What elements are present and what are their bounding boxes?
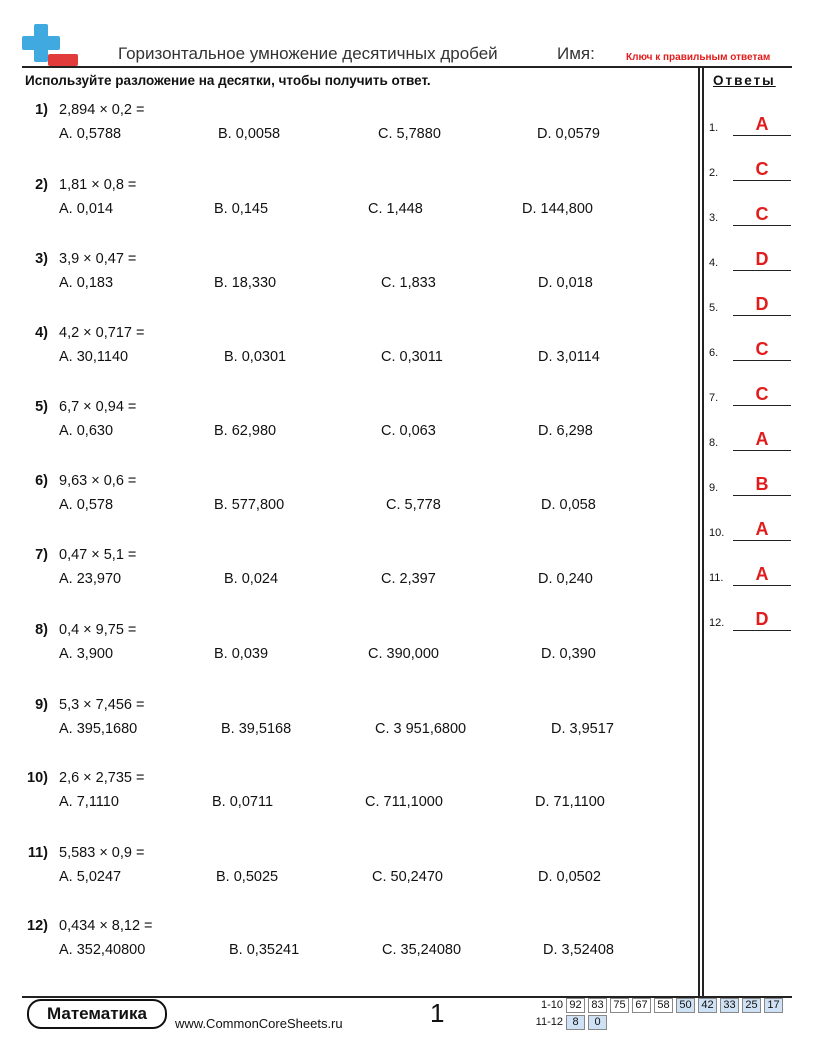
- answer-option[interactable]: A. 23,970: [59, 571, 122, 587]
- column-divider: [702, 66, 704, 998]
- question-text: 0,434 × 8,12 =: [59, 918, 153, 934]
- score-cell: 50: [676, 998, 695, 1013]
- question-number: 3): [35, 251, 48, 267]
- answer-letter: C: [755, 159, 769, 179]
- question-text: 9,63 × 0,6 =: [59, 473, 137, 489]
- question-number: 9): [35, 697, 48, 713]
- answer-option[interactable]: A. 395,1680: [59, 721, 138, 737]
- answer-option[interactable]: B. 0,039: [214, 646, 269, 662]
- answer-option[interactable]: A. 0,578: [59, 497, 114, 513]
- answer-option[interactable]: B. 0,024: [224, 571, 279, 587]
- answer-option[interactable]: D. 71,1100: [535, 794, 605, 810]
- question-text: 6,7 × 0,94 =: [59, 399, 137, 415]
- answer-option[interactable]: B. 0,0301: [224, 349, 287, 365]
- answer-option[interactable]: D. 0,240: [538, 571, 593, 587]
- question-number: 2): [35, 177, 48, 193]
- answer-number: 9.: [709, 482, 719, 494]
- answer-option[interactable]: D. 3,52408: [543, 942, 614, 958]
- question-number: 1): [35, 102, 48, 118]
- answer-option[interactable]: A. 7,1110: [59, 794, 119, 810]
- score-cell: 67: [632, 998, 651, 1013]
- answer-option[interactable]: B. 39,5168: [221, 721, 292, 737]
- question-text: 0,4 × 9,75 =: [59, 622, 137, 638]
- answer-row: [709, 251, 793, 271]
- answer-row: [709, 341, 793, 361]
- answer-blank[interactable]: [733, 495, 791, 496]
- answer-row: [709, 476, 793, 496]
- score-cell: 25: [742, 998, 761, 1013]
- answer-number: 10.: [709, 527, 725, 539]
- answer-row: [709, 386, 793, 406]
- answer-option[interactable]: D. 6,298: [538, 423, 593, 439]
- question-number: 7): [35, 547, 48, 563]
- answer-row: [709, 206, 793, 226]
- answer-option[interactable]: B. 0,35241: [229, 942, 300, 958]
- question-number: 8): [35, 622, 48, 638]
- answer-key-label: Ключ к правильным ответам: [626, 52, 771, 63]
- answer-option[interactable]: C. 1,448: [368, 201, 423, 217]
- question-number: 6): [35, 473, 48, 489]
- answer-number: 2.: [709, 167, 719, 179]
- score-row-label: 11-12: [535, 1016, 563, 1028]
- answer-blank[interactable]: [733, 135, 791, 136]
- answer-option[interactable]: D. 0,0579: [537, 126, 600, 142]
- score-cell: 83: [588, 998, 607, 1013]
- answer-option[interactable]: B. 0,145: [214, 201, 269, 217]
- answer-option[interactable]: B. 0,0058: [218, 126, 281, 142]
- answer-number: 12.: [709, 617, 725, 629]
- answer-option[interactable]: B. 18,330: [214, 275, 277, 291]
- answer-row: [709, 296, 793, 316]
- answer-option[interactable]: D. 0,0502: [538, 869, 601, 885]
- score-cell: 42: [698, 998, 717, 1013]
- question-text: 2,6 × 2,735 =: [59, 770, 145, 786]
- answer-option[interactable]: C. 390,000: [368, 646, 439, 662]
- question-number: 10): [27, 770, 48, 786]
- answer-option[interactable]: D. 3,9517: [551, 721, 614, 737]
- plus-minus-logo-icon: [22, 24, 80, 68]
- answer-row: [709, 116, 793, 136]
- answer-number: 5.: [709, 302, 719, 314]
- site-url[interactable]: www.CommonCoreSheets.ru: [175, 1016, 343, 1031]
- answer-option[interactable]: A. 352,40800: [59, 942, 146, 958]
- answer-option[interactable]: D. 144,800: [522, 201, 593, 217]
- question-number: 11): [27, 845, 48, 861]
- answer-option[interactable]: C. 0,063: [381, 423, 436, 439]
- answer-blank[interactable]: [733, 450, 791, 451]
- answer-letter: D: [755, 609, 769, 629]
- answer-row: [709, 611, 793, 631]
- answer-letter: D: [755, 249, 769, 269]
- score-cell: 75: [610, 998, 629, 1013]
- question-number: 4): [35, 325, 48, 341]
- score-row-label: 1-10: [540, 999, 563, 1011]
- answer-option[interactable]: A. 0,5788: [59, 126, 122, 142]
- answer-number: 8.: [709, 437, 719, 449]
- score-cell: 17: [764, 998, 783, 1013]
- question-number: 12): [27, 918, 48, 934]
- answer-option[interactable]: C. 711,1000: [365, 794, 443, 810]
- answer-option[interactable]: B. 577,800: [214, 497, 285, 513]
- answer-letter: B: [755, 474, 769, 494]
- answer-option[interactable]: A. 0,183: [59, 275, 114, 291]
- answer-row: [709, 431, 793, 451]
- answer-option[interactable]: A. 0,630: [59, 423, 114, 439]
- answer-letter: A: [755, 519, 769, 539]
- answer-option[interactable]: A. 5,0247: [59, 869, 122, 885]
- answer-blank[interactable]: [733, 360, 791, 361]
- answer-blank[interactable]: [733, 585, 791, 586]
- answer-number: 6.: [709, 347, 719, 359]
- question-text: 0,47 × 5,1 =: [59, 547, 137, 563]
- score-cell: 58: [654, 998, 673, 1013]
- answer-blank[interactable]: [733, 315, 791, 316]
- answer-blank[interactable]: [733, 180, 791, 181]
- question-text: 4,2 × 0,717 =: [59, 325, 145, 341]
- answer-letter: C: [755, 204, 769, 224]
- score-cell: 8: [566, 1015, 585, 1030]
- answer-blank[interactable]: [733, 630, 791, 631]
- header-divider: [22, 66, 792, 68]
- answer-option[interactable]: C. 2,397: [381, 571, 436, 587]
- column-divider: [698, 66, 700, 998]
- answer-letter: A: [755, 114, 769, 134]
- answer-number: 1.: [709, 122, 719, 134]
- answer-option[interactable]: C. 35,24080: [382, 942, 462, 958]
- answer-option[interactable]: C. 5,7880: [378, 126, 441, 142]
- answer-letter: A: [755, 564, 769, 584]
- answer-number: 7.: [709, 392, 719, 404]
- question-number: 5): [35, 399, 48, 415]
- instructions: Используйте разложение на десятки, чтобы получить ответ.: [25, 73, 431, 88]
- question-text: 5,3 × 7,456 =: [59, 697, 145, 713]
- name-label: Имя:: [557, 44, 595, 63]
- answer-option[interactable]: D. 3,0114: [538, 349, 600, 365]
- answer-letter: D: [755, 294, 769, 314]
- answer-option[interactable]: C. 3 951,6800: [375, 721, 467, 737]
- answers-heading: Ответы: [713, 73, 776, 88]
- worksheet-title: Горизонтальное умножение десятичных дробей: [118, 44, 498, 63]
- score-cell: 0: [588, 1015, 607, 1030]
- score-cell: 33: [720, 998, 739, 1013]
- score-cell: 92: [566, 998, 585, 1013]
- answer-row: [709, 566, 793, 586]
- question-text: 3,9 × 0,47 =: [59, 251, 137, 267]
- brand-badge: Математика: [27, 999, 167, 1029]
- page-number: 1: [430, 998, 445, 1028]
- answer-option[interactable]: C. 5,778: [386, 497, 441, 513]
- question-text: 5,583 × 0,9 =: [59, 845, 145, 861]
- answer-option[interactable]: B. 62,980: [214, 423, 277, 439]
- answer-number: 3.: [709, 212, 719, 224]
- answer-number: 11.: [709, 572, 724, 584]
- answer-option[interactable]: A. 3,900: [59, 646, 114, 662]
- question-text: 1,81 × 0,8 =: [59, 177, 137, 193]
- answer-letter: C: [755, 339, 769, 359]
- answer-number: 4.: [709, 257, 719, 269]
- answer-row: [709, 161, 793, 181]
- answer-option[interactable]: D. 0,390: [541, 646, 596, 662]
- answer-option[interactable]: D. 0,018: [538, 275, 593, 291]
- answer-option[interactable]: C. 50,2470: [372, 869, 443, 885]
- answer-letter: C: [755, 384, 769, 404]
- answer-option[interactable]: B. 0,5025: [216, 869, 279, 885]
- question-text: 2,894 × 0,2 =: [59, 102, 145, 118]
- answer-option[interactable]: C. 1,833: [381, 275, 436, 291]
- answer-option[interactable]: A. 0,014: [59, 201, 114, 217]
- answer-option[interactable]: C. 0,3011: [381, 349, 443, 365]
- answer-option[interactable]: D. 0,058: [541, 497, 596, 513]
- answer-letter: A: [755, 429, 769, 449]
- answer-blank[interactable]: [733, 405, 791, 406]
- answer-row: [709, 521, 793, 541]
- answer-blank[interactable]: [733, 225, 791, 226]
- answer-option[interactable]: A. 30,1140: [59, 349, 129, 365]
- answer-blank[interactable]: [733, 270, 791, 271]
- answer-option[interactable]: B. 0,0711: [212, 794, 274, 810]
- answer-blank[interactable]: [733, 540, 791, 541]
